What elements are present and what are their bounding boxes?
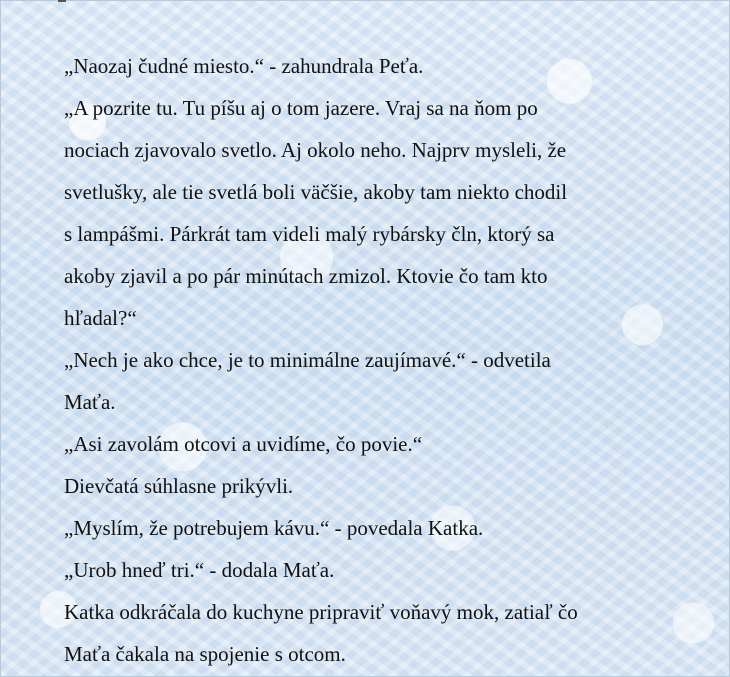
text-line: Maťa čakala na spojenie s otcom. — [64, 642, 346, 666]
text-line: svetlušky, ale tie svetlá boli väčšie, akoby tam niekto chodil — [64, 180, 568, 204]
text-line: Dievčatá súhlasne prikývli. — [64, 474, 294, 498]
text-line: „Urob hneď tri.“ - dodala Maťa. — [64, 558, 335, 582]
text-line: Maťa. — [64, 390, 116, 414]
text-line: Katka odkráčala do kuchyne pripraviť voňavý mok, zatiaľ čo — [64, 600, 578, 624]
text-line: „Myslím, že potrebujem kávu.“ - povedala Katka. — [64, 516, 484, 540]
text-line: „Nech je ako chce, je to minimálne zaujímavé.“ - odvetila — [64, 348, 551, 372]
text-line: „A pozrite tu. Tu píšu aj o tom jazere. Vraj sa na ňom po — [64, 96, 538, 120]
text-line: „Naozaj čudné miesto.“ - zahundrala Peťa. — [64, 54, 424, 78]
text-line: „Asi zavolám otcovi a uvidíme, čo povie.“ — [64, 432, 423, 456]
text-line: nociach zjavovalo svetlo. Aj okolo neho. Najprv mysleli, že — [64, 138, 567, 162]
document-body — [64, 45, 704, 675]
text-line: akoby zjavil a po pár minútach zmizol. Ktovie čo tam kto — [64, 264, 548, 288]
text-line: hľadal?“ — [64, 306, 137, 330]
text-line: s lampášmi. Párkrát tam videli malý rybársky čln, ktorý sa — [64, 222, 555, 246]
corner-mark — [58, 0, 66, 2]
